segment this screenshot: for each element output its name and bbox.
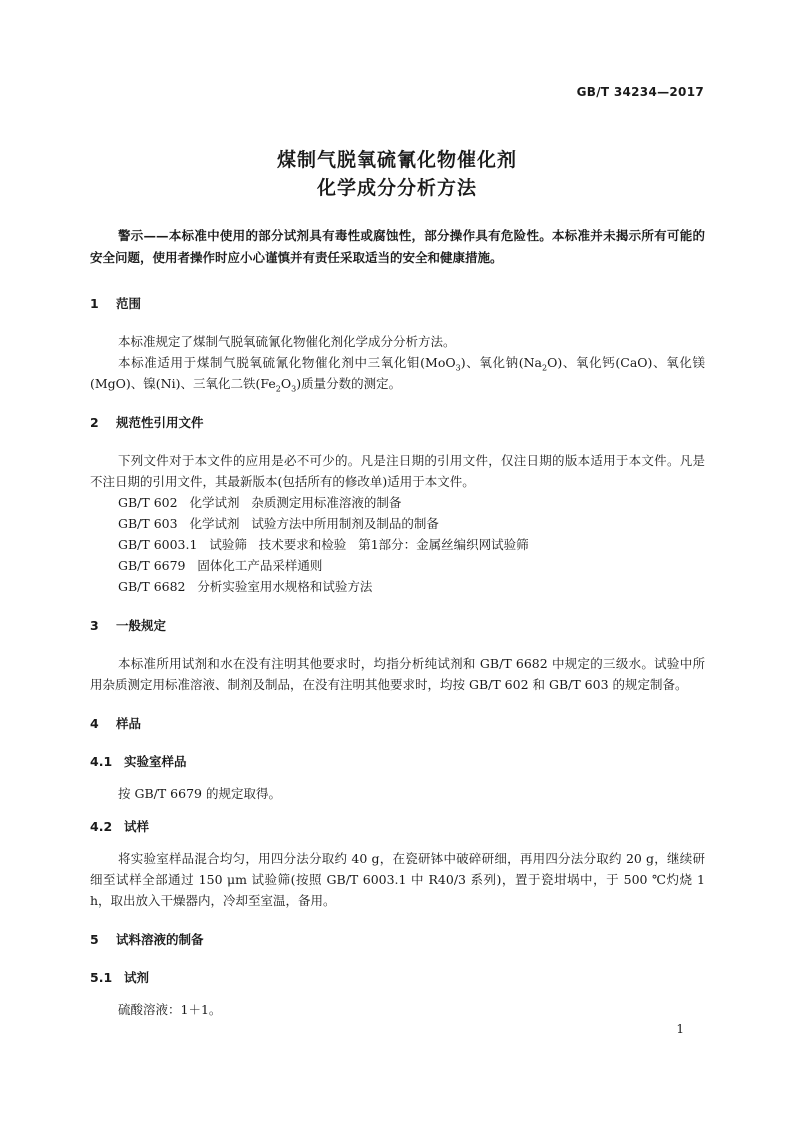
paragraph: 将实验室样品混合均匀，用四分法分取约 40 g，在瓷研钵中破碎研细，再用四分法分取约 20 g，继续研细至试样全部通过 150 μm 试验筛(按照 GB/T 6003.1 中 R40/3 系列)，置于瓷坩埚中，于 500 ℃灼烧 1 h，取出放入干燥器内，冷却至室温，备用。: [90, 851, 705, 908]
section-title: 一般规定: [116, 618, 167, 633]
paragraph: 本标准所用试剂和水在没有注明其他要求时，均指分析纯试剂和 GB/T 6682 中规定的三级水。试验中所用杂质测定用标准溶液、制剂及制品，在没有注明其他要求时，均按 GB/T 602 和 GB/T 603 的规定制备。: [90, 656, 705, 692]
document-body: [90, 225, 705, 1020]
section-number: 3: [90, 618, 99, 633]
section-title: 范围: [116, 296, 142, 311]
reference-item: GB/T 6003.1 试验筛 技术要求和检验 第1部分：金属丝编织网试验筛: [118, 537, 529, 552]
subsection-title: 实验室样品: [124, 754, 187, 769]
section-number: 1: [90, 296, 99, 311]
standard-number: GB/T 34234—2017: [576, 85, 704, 99]
title-line-2: 化学成分分析方法: [316, 177, 477, 199]
section-2-heading: [90, 412, 705, 434]
warning-paragraph: 警示——本标准中使用的部分试剂具有毒性或腐蚀性，部分操作具有危险性。本标准并未揭示所有可能的安全问题，使用者操作时应小心谨慎并有责任采取适当的安全和健康措施。: [90, 228, 705, 265]
reference-item: GB/T 6682 分析实验室用水规格和试验方法: [118, 579, 373, 594]
section-1-heading: [90, 293, 705, 315]
subsection-4-1-heading: [90, 751, 705, 773]
section-title: 规范性引用文件: [116, 415, 204, 430]
paragraph: 本标准适用于煤制气脱氧硫氰化物催化剂中三氧化钼(MoO$_3$)、氧化钠$(Na_2O)$、氧化钙(CaO)、氧化镁(MgO)、镍(Ni)、三氧化二铁$(Fe_2O_3)$质量分数的测定。: [90, 355, 705, 394]
subsection-number: 4.1: [90, 754, 113, 769]
document-title: [0, 146, 794, 202]
paragraph: 本标准规定了煤制气脱氧硫氰化物催化剂化学成分分析方法。: [118, 334, 456, 349]
reference-item: GB/T 603 化学试剂 试验方法中所用制剂及制品的制备: [118, 516, 439, 531]
section-title: 试料溶液的制备: [116, 932, 204, 947]
subsection-number: 4.2: [90, 819, 113, 834]
subsection-5-1-heading: [90, 967, 705, 989]
paragraph: 按 GB/T 6679 的规定取得。: [118, 786, 281, 801]
section-number: 4: [90, 716, 99, 731]
paragraph: 硫酸溶液：1＋1。: [118, 1002, 222, 1017]
paragraph: 下列文件对于本文件的应用是必不可少的。凡是注日期的引用文件，仅注日期的版本适用于本文件。凡是不注日期的引用文件，其最新版本(包括所有的修改单)适用于本文件。: [90, 453, 705, 489]
section-number: 5: [90, 932, 99, 947]
reference-item: GB/T 602 化学试剂 杂质测定用标准溶液的制备: [118, 495, 402, 510]
page-number: 1: [676, 1022, 684, 1036]
subsection-title: 试样: [124, 819, 150, 834]
section-5-heading: [90, 929, 705, 951]
section-title: 样品: [116, 716, 142, 731]
section-4-heading: [90, 713, 705, 735]
reference-item: GB/T 6679 固体化工产品采样通则: [118, 558, 323, 573]
title-line-1: 煤制气脱氧硫氰化物催化剂: [276, 149, 517, 171]
section-number: 2: [90, 415, 99, 430]
subsection-number: 5.1: [90, 970, 113, 985]
subsection-4-2-heading: [90, 816, 705, 838]
section-3-heading: [90, 615, 705, 637]
subsection-title: 试剂: [124, 970, 150, 985]
